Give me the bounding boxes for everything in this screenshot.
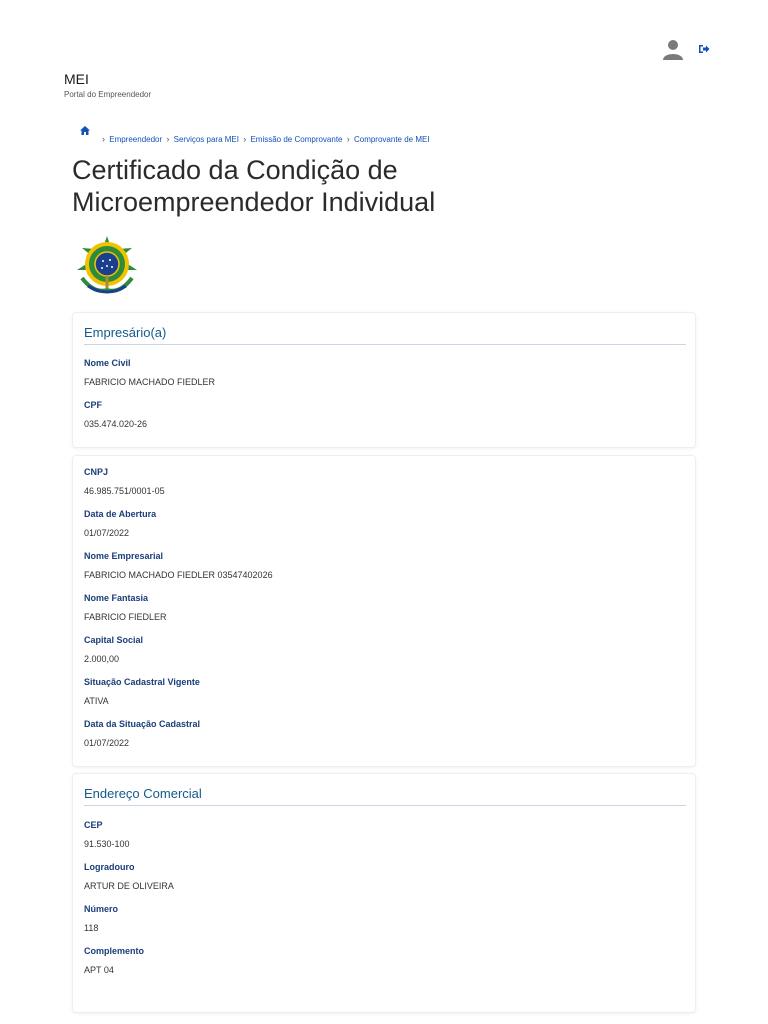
field-value: 01/07/2022	[84, 738, 130, 748]
field-data-abertura	[84, 508, 156, 539]
field-label: Data de Abertura	[84, 509, 157, 519]
card-title-endereco: Endereço Comercial	[84, 786, 686, 806]
page-title	[72, 154, 672, 218]
breadcrumb-item-empreendedor[interactable]: Empreendedor	[109, 135, 163, 144]
field-value: ATIVA	[84, 696, 109, 706]
field-value: 01/07/2022	[84, 528, 130, 538]
field-value: APT 04	[84, 965, 114, 975]
field-label: Logradouro	[84, 862, 135, 872]
field-logradouro	[84, 861, 174, 892]
field-cpf	[84, 399, 147, 430]
field-nome-civil	[84, 357, 215, 388]
card-endereco	[72, 773, 696, 1013]
field-value: 46.985.751/0001-05	[84, 486, 165, 496]
field-complemento	[84, 945, 144, 976]
card-title-empresario: Empresário(a)	[84, 325, 686, 345]
brazil-coat-of-arms-icon	[74, 234, 140, 300]
chevron-right-icon: ›	[243, 134, 247, 144]
field-value: FABRICIO MACHADO FIEDLER 03547402026	[84, 570, 273, 580]
field-value: FABRICIO MACHADO FIEDLER	[84, 377, 216, 387]
field-label: Nome Fantasia	[84, 593, 149, 603]
field-numero	[84, 903, 118, 934]
page-title-line2: Microempreendedor Individual	[72, 187, 436, 217]
field-label: Data da Situação Cadastral	[84, 719, 201, 729]
field-label: Nome Civil	[84, 358, 131, 368]
user-icon[interactable]	[662, 38, 684, 60]
card-empresario	[72, 312, 696, 448]
chevron-right-icon: ›	[166, 134, 170, 144]
brand-title: MEI	[64, 71, 89, 87]
breadcrumb-item-comprovante[interactable]: Comprovante de MEI	[353, 135, 430, 144]
field-value: 118	[84, 923, 99, 933]
field-cnpj	[84, 466, 165, 497]
field-situacao-cadastral	[84, 676, 200, 707]
breadcrumb-item-emissao[interactable]: Emissão de Comprovante	[250, 135, 343, 144]
field-capital-social	[84, 634, 143, 665]
card-empresa	[72, 455, 696, 767]
home-icon[interactable]	[80, 126, 90, 137]
brand-subtitle: Portal do Empreendedor	[64, 90, 152, 99]
field-data-situacao	[84, 718, 200, 749]
field-nome-fantasia	[84, 592, 167, 623]
field-label: Complemento	[84, 946, 145, 956]
field-label: Capital Social	[84, 635, 144, 645]
field-label: Nome Empresarial	[84, 551, 164, 561]
field-label: Situação Cadastral Vigente	[84, 677, 200, 687]
sign-out-icon[interactable]	[698, 43, 710, 55]
field-value: 2.000,00	[84, 654, 120, 664]
page-title-line1: Certificado da Condição de	[72, 155, 398, 185]
field-value: ARTUR DE OLIVEIRA	[84, 881, 174, 891]
field-label: Número	[84, 904, 119, 914]
field-label: CPF	[84, 400, 102, 410]
field-cep	[84, 819, 130, 850]
field-label: CEP	[84, 820, 103, 830]
field-nome-empresarial	[84, 550, 273, 581]
breadcrumb-trail	[100, 134, 430, 144]
chevron-right-icon: ›	[346, 134, 350, 144]
field-value: 035.474.020-26	[84, 419, 148, 429]
chevron-right-icon: ›	[102, 134, 105, 144]
field-label: CNPJ	[84, 467, 109, 477]
brand	[64, 70, 151, 99]
field-value: 91.530-100	[84, 839, 130, 849]
breadcrumb-item-servicos[interactable]: Serviços para MEI	[173, 135, 239, 144]
field-value: FABRICIO FIEDLER	[84, 612, 167, 622]
header-actions	[662, 38, 710, 60]
